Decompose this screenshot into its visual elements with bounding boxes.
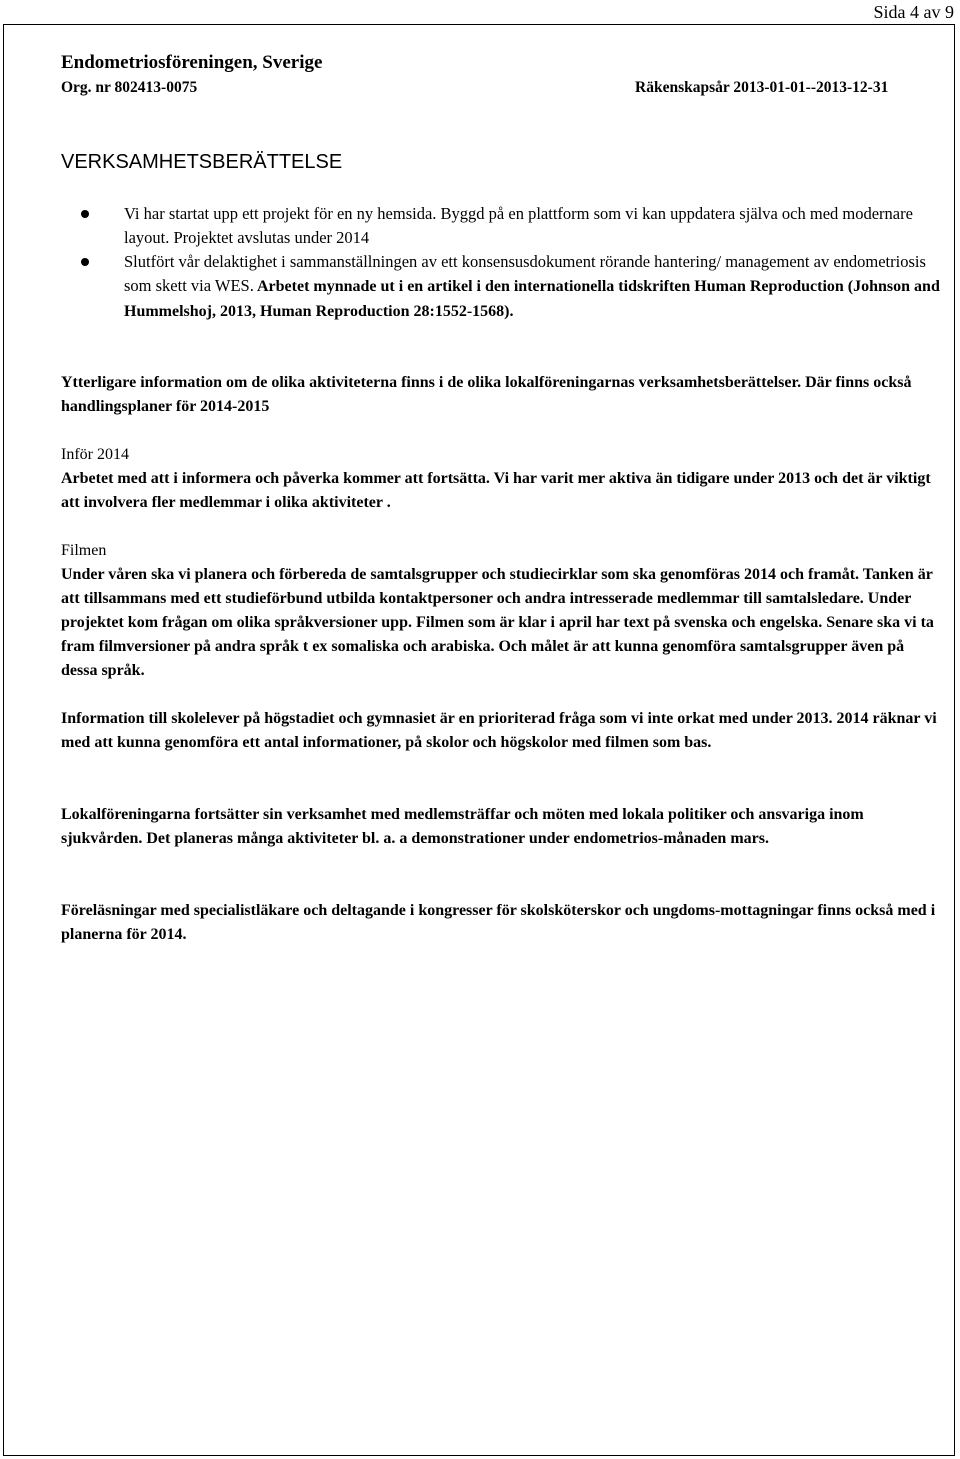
bullet-icon bbox=[81, 258, 89, 266]
paragraph-lectures: Föreläsningar med specialistläkare och deltagande i kongresser för skolsköterskor och ungdoms-mottagningar finns också med i planerna för 2014. bbox=[61, 902, 936, 943]
paragraph-school-information: Information till skolelever på högstadiet och gymnasiet är en prioriterad fråga som vi inte orkat med under 2013. 2014 räknar vi med att kunna genomföra ett antal informationer, på skolor och högskolor med filmen som bas. bbox=[61, 710, 937, 751]
heading-infor-2014: Inför 2014 bbox=[61, 446, 129, 463]
bullet-text-bold: Arbetet mynnade ut i en artikel i den internationella tidskriften Human Reproduction (Johnson and Hummelshoj, 2013, Human Reproduction 28:1552-1568). bbox=[124, 278, 940, 320]
bullet-item bbox=[61, 250, 941, 324]
bullet-list bbox=[61, 202, 941, 324]
heading-filmen: Filmen bbox=[61, 542, 107, 559]
paragraph-local-associations: Lokalföreningarna fortsätter sin verksamhet med medlemsträffar och möten med lokala politiker och ansvariga inom sjukvården. Det planeras många aktiviteter bl. a. a demonstrationer under endometrios-månaden mars. bbox=[61, 806, 864, 847]
bullet-icon bbox=[81, 210, 89, 218]
fiscal-year: Räkenskapsår 2013-01-01--2013-12-31 bbox=[635, 79, 889, 96]
organization-number: Org. nr 802413-0075 bbox=[61, 79, 198, 96]
paragraph-further-info: Ytterligare information om de olika aktiviteterna finns i de olika lokalföreningarnas verksamhetsberättelser. Där finns också handlingsplaner för 2014-2015 bbox=[61, 374, 912, 415]
bullet-item bbox=[61, 202, 941, 250]
bullet-text: Vi har startat upp ett projekt för en ny hemsida. Byggd på en plattform som vi kan uppdatera själva och med modernare layout. Projektet avslutas under 2014 bbox=[124, 204, 913, 247]
report-title: VERKSAMHETSBERÄTTELSE bbox=[61, 151, 343, 173]
paragraph-film-plan: Under våren ska vi planera och förbereda de samtalsgrupper och studiecirklar som ska genomföras 2014 och framåt. Tanken är att tillsammans med ett studieförbund utbilda kontaktpersoner och andra intresserade medlemmar till samtalsledare. Under projektet kom frågan om olika språkversioner upp. Filmen som är klar i april har text på svenska och engelska. Senare ska vi ta fram filmversioner på andra språk t ex somaliska och arabiska. Och målet är att kunna genomföra samtalsgrupper även på dessa språk. bbox=[61, 566, 934, 679]
page-number: Sida 4 av 9 bbox=[873, 2, 954, 22]
paragraph-inform-influence: Arbetet med att i informera och påverka kommer att fortsätta. Vi har varit mer aktiva än tidigare under 2013 och det är viktigt att involvera fler medlemmar i olika aktiviteter . bbox=[61, 470, 931, 511]
organization-name: Endometriosföreningen, Sverige bbox=[61, 52, 323, 73]
bullet-text-plain: Slutfört vår delaktighet i sammanställningen av ett konsensusdokument rörande hantering/ management av endometriosis som skett via WES. bbox=[124, 252, 926, 295]
